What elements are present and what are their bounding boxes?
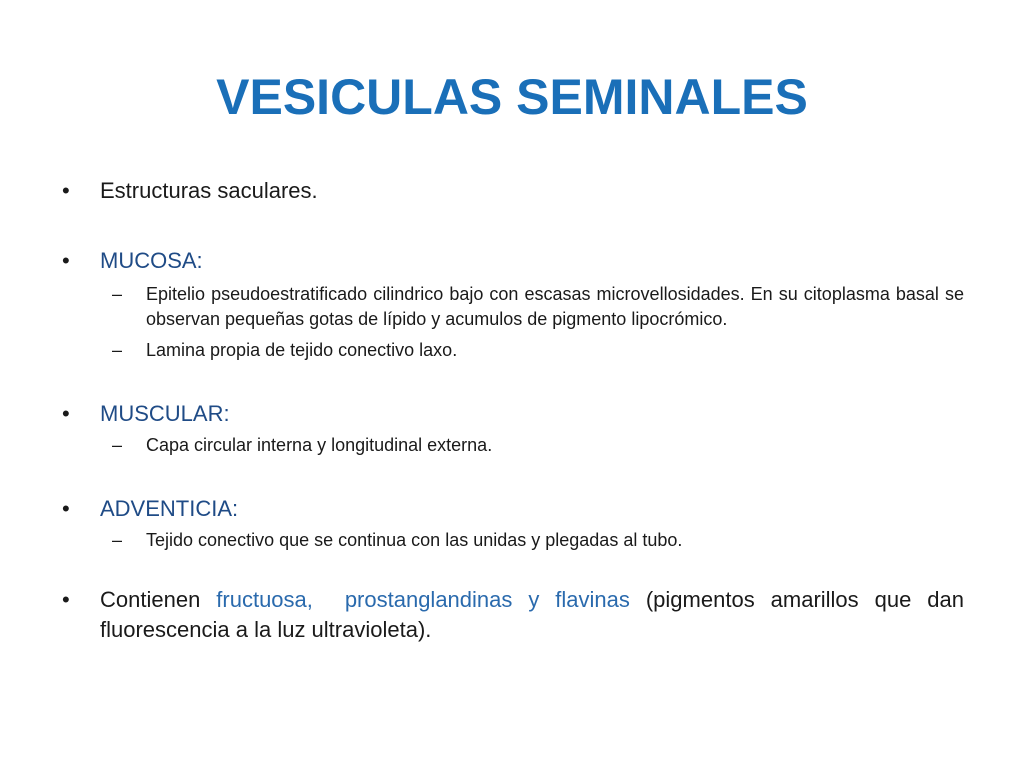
mucosa-sub-epitelio — [60, 282, 964, 332]
mucosa-sub-lamina — [60, 338, 964, 363]
adventicia-heading: ADVENTICIA: — [100, 496, 239, 521]
contienen-text: Contienen — [100, 587, 201, 612]
muscular-heading: MUSCULAR: — [100, 401, 230, 426]
sub-text: Capa circular interna y longitudinal externa. — [146, 435, 493, 455]
bullet-icon: • — [62, 401, 70, 426]
highlight-fructuosa: fructuosa, — [216, 587, 313, 612]
dash-icon: – — [112, 284, 123, 304]
dash-icon: – — [112, 340, 123, 360]
bullet-contienen — [60, 585, 964, 645]
slide-body — [60, 176, 964, 645]
sub-text: Lamina propia de tejido conectivo laxo. — [146, 340, 458, 360]
bullet-adventicia — [60, 494, 964, 524]
dash-icon: – — [112, 435, 123, 455]
adventicia-sub-tejido — [60, 528, 964, 553]
sub-text: Epitelio pseudoestratificado cilindrico bajo con escasas microvellosidades. En su citoplasma basal se observan pequeñas gotas de lípido y acumulos de pigmento lipocrómico. — [146, 284, 964, 329]
bullet-muscular — [60, 399, 964, 429]
bullet-text: Estructuras saculares. — [100, 178, 318, 203]
bullet-icon: • — [62, 496, 70, 521]
mucosa-heading: MUCOSA: — [100, 248, 203, 273]
slide-title: VESICULAS SEMINALES — [216, 69, 808, 125]
bullet-estructuras — [60, 176, 964, 206]
bullet-icon: • — [62, 178, 70, 203]
muscular-sub-capa — [60, 433, 964, 458]
bullet-icon: • — [62, 587, 70, 612]
pigmentos-text: (pigmentos amarillos que dan fluorescencia a la luz ultravioleta). — [100, 587, 964, 642]
dash-icon: – — [112, 530, 123, 550]
sub-text: Tejido conectivo que se continua con las unidas y plegadas al tubo. — [146, 530, 683, 550]
highlight-prostanglandinas: prostanglandinas y flavinas — [344, 587, 630, 612]
bullet-mucosa — [60, 246, 964, 276]
bullet-icon: • — [62, 248, 70, 273]
